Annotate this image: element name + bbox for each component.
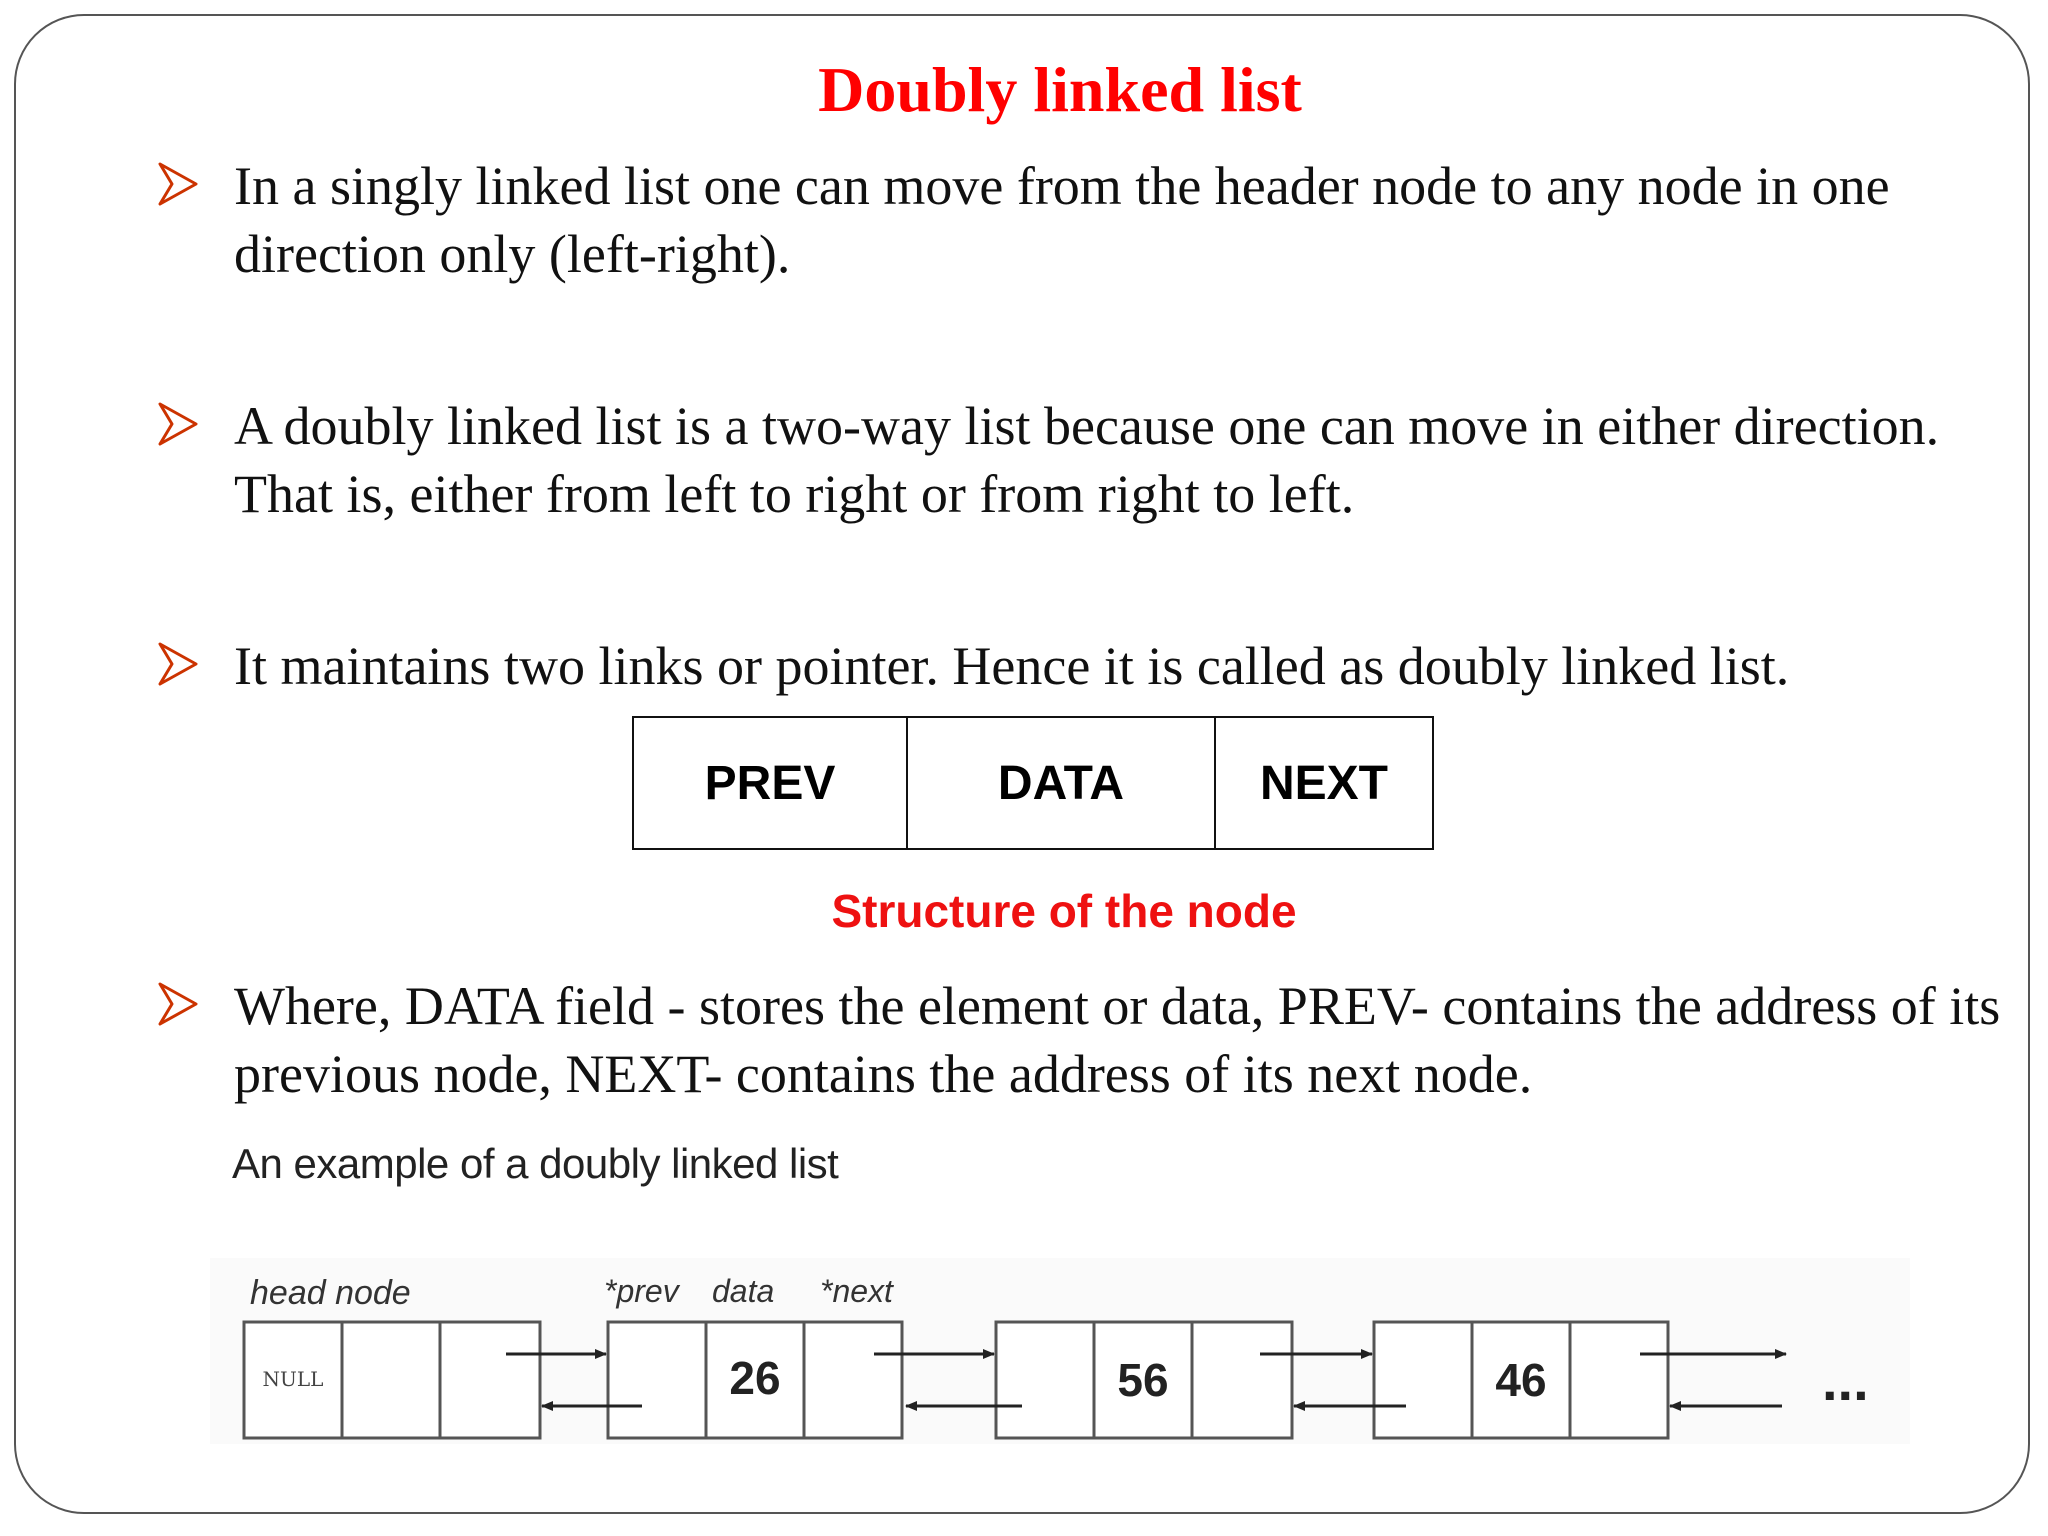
list-node-26 — [608, 1322, 902, 1438]
structure-caption: Structure of the node — [831, 885, 1297, 937]
data-field-label: data — [712, 1273, 775, 1309]
data-field: DATA — [906, 718, 1214, 848]
next-field-label: *next — [820, 1273, 893, 1309]
linked-list-diagram — [210, 1258, 1910, 1444]
node-structure-box — [632, 716, 1434, 850]
list-node-46 — [1374, 1322, 1668, 1438]
next-field: NEXT — [1214, 718, 1432, 848]
head-node-label: head node — [250, 1274, 411, 1312]
bullet-text: Where, DATA field - stores the element or data, PREV- contains the address of its previous node, NEXT- contains the address of its next node. — [234, 976, 2001, 1104]
bullet-arrow-icon — [158, 162, 198, 206]
ellipsis: ... — [1822, 1349, 1869, 1412]
node-value: 26 — [729, 1352, 781, 1404]
bullet-text: A doubly linked list is a two-way list because one can move in either direction. That is, either from left to right or from right to left. — [234, 396, 1940, 524]
node-value: 56 — [1117, 1354, 1169, 1406]
node-value: 46 — [1495, 1354, 1547, 1406]
prev-field: PREV — [704, 756, 836, 810]
bullet-arrow-icon — [158, 982, 198, 1026]
bullet-arrow-icon — [158, 402, 198, 446]
null-label: NULL — [262, 1367, 324, 1391]
linked-list-svg — [210, 1258, 1910, 1444]
prev-field-label: *prev — [604, 1273, 679, 1309]
bullet-text: In a singly linked list one can move from the header node to any node in one direction only (left-right). — [234, 156, 1890, 284]
list-node-56 — [996, 1322, 1292, 1438]
head-node — [244, 1322, 540, 1438]
example-title: An example of a doubly linked list — [232, 1140, 839, 1187]
bullet-text: It maintains two links or pointer. Hence it is called as doubly linked list. — [234, 636, 1790, 696]
slide-title: Doubly linked list — [818, 54, 1302, 125]
bullet-arrow-icon — [158, 642, 198, 686]
